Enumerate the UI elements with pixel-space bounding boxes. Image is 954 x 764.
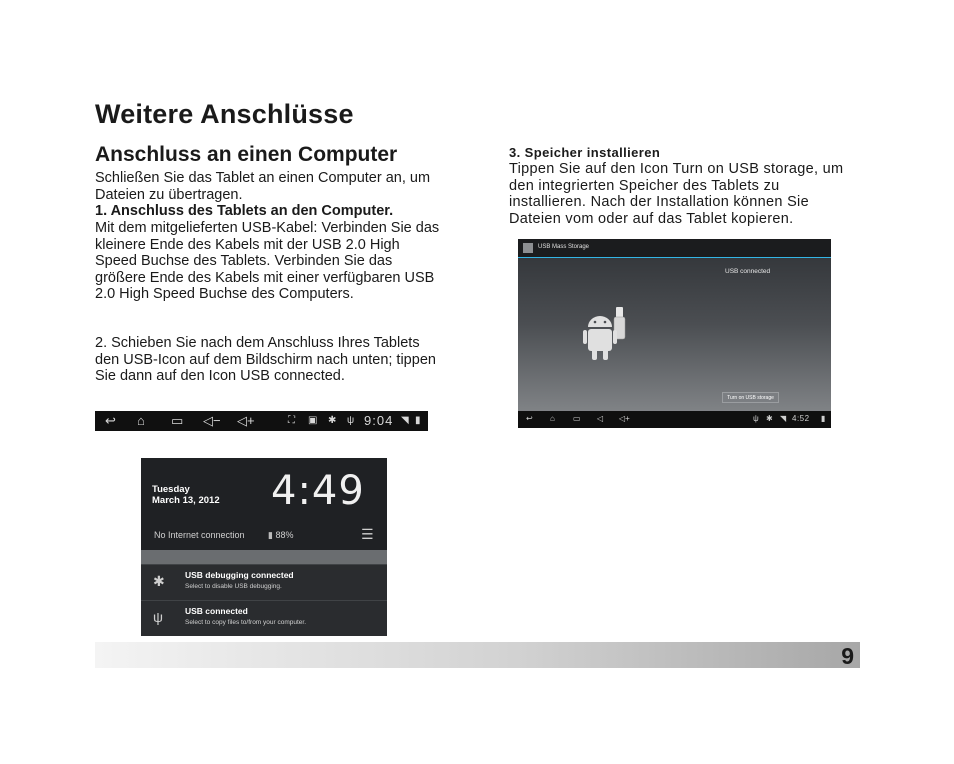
volume-up-icon: ◁+ [619,414,630,423]
wifi-icon: ◥ [780,414,787,423]
battery-level: 88% [275,530,294,540]
page-number: 9 [841,643,854,669]
step1-title: 1. Anschluss des Tablets an den Computer. [95,203,394,219]
image-notification-icon: ▣ [308,415,318,426]
section-title: Anschluss an einen Computer [95,143,398,166]
volume-down-icon: ◁− [203,413,221,428]
usb-icon: ψ [347,415,355,426]
back-icon: ↩ [526,414,533,423]
back-icon: ↩ [105,413,116,428]
step1-text: Mit dem mitgelieferten USB-Kabel: Verbinden Sie das kleinere Ende des Kabels mit der USB 2.0 High Speed Buchse des Tablets. Verbinden Sie das größere Ende des Kabels mit einer verfügbaren USB 2.0 High Speed Buchse des Computers. [95,220,440,302]
notification-date [152,484,220,506]
app-icon [523,243,533,253]
turn-on-usb-storage-button[interactable]: Turn on USB storage [722,392,779,403]
notification-clock: 4:49 [271,468,365,514]
tablet-status-bar [95,411,428,431]
home-icon: ⌂ [550,414,555,423]
step3-title: 3. Speicher installieren [509,145,661,160]
notification-divider [141,550,387,564]
date-label: March 13, 2012 [152,495,220,506]
battery-status [268,530,293,541]
screenshot-icon: ⛶ [288,415,295,426]
intro-text: Schließen Sie das Tablet an einen Computer an, um Dateien zu übertragen. [95,170,431,203]
notification-item-usb-debugging[interactable] [141,564,387,601]
notification-header [141,458,387,550]
app-title: USB Mass Storage [538,244,590,250]
android-debug-icon: ✱ [153,573,165,589]
notification-panel [141,458,387,636]
usb-debug-icon: ✱ [328,415,337,426]
notification-subtitle: Select to disable USB debugging. [185,583,282,590]
notification-item-usb-connected[interactable] [141,600,387,636]
step3-text: Tippen Sie auf den Icon Turn on USB storage, um den integrierten Speicher des Tablets zu installieren. Nach der Installation können Sie Dateien vom oder auf das Tablet kopieren. [509,161,844,227]
notification-title: USB connected [185,606,248,616]
android-usb-icon [580,305,626,363]
usb-connected-heading: USB connected [725,268,771,275]
volume-up-icon: ◁+ [237,413,255,428]
battery-icon: ▮ [415,415,421,426]
status-time: 9:04 [364,413,394,428]
wifi-icon: ◥ [401,415,409,426]
title-underline [518,257,831,258]
notification-title: USB debugging connected [185,570,294,580]
recent-apps-icon: ▭ [171,413,184,428]
usb-mass-storage-screen [518,239,831,428]
home-icon: ⌂ [137,413,145,428]
screen-time: 4:52 [792,414,810,423]
notification-subtitle: Select to copy files to/from your computer. [185,619,307,626]
battery-icon: ▮ [268,530,273,540]
day-label: Tuesday [152,484,190,495]
battery-icon: ▮ [821,414,826,423]
app-title-bar [518,239,831,257]
volume-down-icon: ◁ [597,414,604,423]
recent-apps-icon: ▭ [573,414,581,423]
android-debug-icon: ✱ [766,414,773,423]
settings-sliders-icon[interactable]: ☰ [361,526,374,542]
network-status: No Internet connection [154,530,245,540]
usb-icon: ψ [753,414,759,423]
page-footer-bar [95,642,860,668]
page-title: Weitere Anschlüsse [95,99,354,129]
usb-icon: ψ [153,609,163,625]
tablet-navigation-bar [518,411,831,428]
step2-text: 2. Schieben Sie nach dem Anschluss Ihres Tablets den USB-Icon auf dem Bildschirm nach unten; tippen Sie dann auf den Icon USB connected. [95,335,436,384]
